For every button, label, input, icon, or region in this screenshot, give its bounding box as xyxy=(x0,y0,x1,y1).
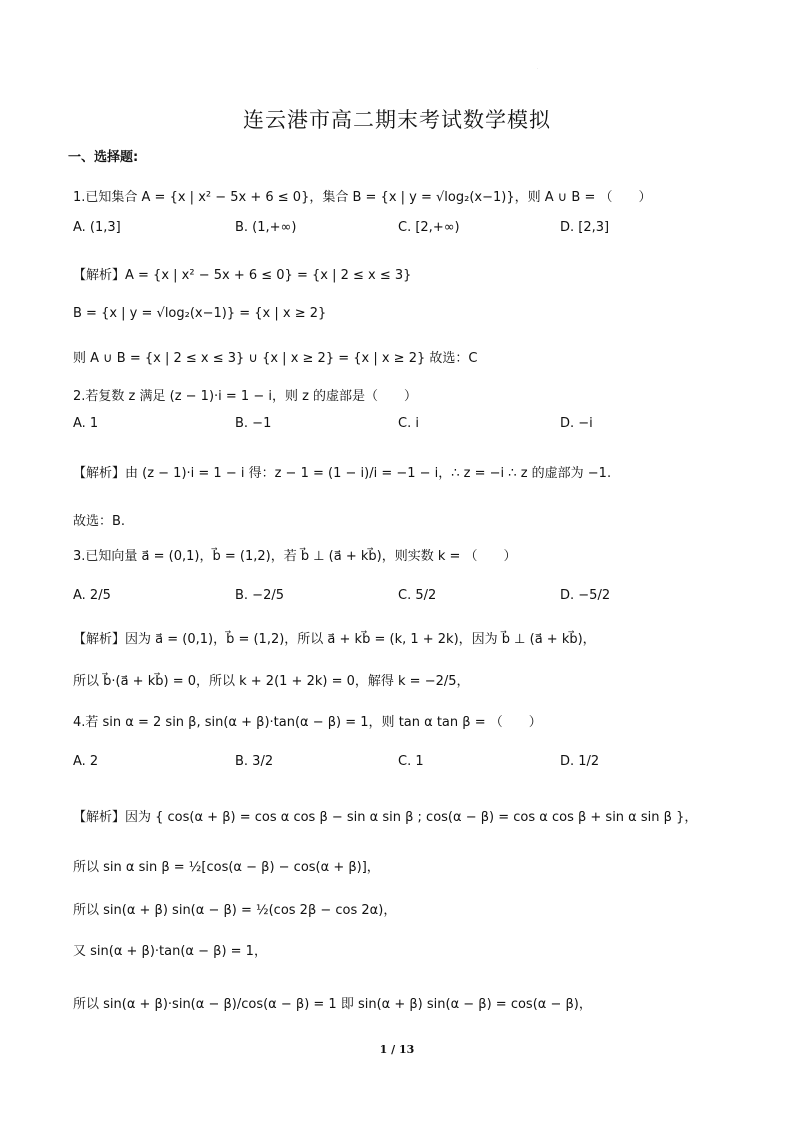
scan-mark: · xyxy=(537,66,539,71)
q1-option-d: D. [2,3] xyxy=(560,220,610,235)
q1-analysis-line-2: B = {x | y = √log₂(x−1)} = {x | x ≥ 2} xyxy=(73,306,327,321)
q1-analysis-line-1: 【解析】A = {x | x² − 5x + 6 ≤ 0} = {x | 2 ≤ x ≤ 3} xyxy=(73,268,412,283)
q3-analysis-line-1: 【解析】因为 a⃗ = (0,1)，b⃗ = (1,2)，所以 a⃗ + kb⃗ = (k, 1 + 2k)，因为 b⃗ ⊥ (a⃗ + kb⃗)， xyxy=(73,632,596,647)
q1-analysis-line-3: 则 A ∪ B = {x | 2 ≤ x ≤ 3} ∪ {x | x ≥ 2} = {x | x ≥ 2} 故选：C xyxy=(73,351,478,366)
q4-option-b: B. 3/2 xyxy=(235,754,274,769)
q4-option-a: A. 2 xyxy=(73,754,99,769)
q3-option-b: B. −2/5 xyxy=(235,588,284,603)
q4-analysis-line-4: 又 sin(α + β)·tan(α − β) = 1， xyxy=(73,944,267,959)
q4-analysis-line-5: 所以 sin(α + β)·sin(α − β)/cos(α − β) = 1 即 sin(α + β) sin(α − β) = cos(α − β)， xyxy=(73,997,592,1012)
q1-option-c: C. [2,+∞) xyxy=(398,220,460,235)
section-heading: 一、选择题: xyxy=(68,150,139,165)
q2-option-d: D. −i xyxy=(560,416,593,431)
q3-option-a: A. 2/5 xyxy=(73,588,111,603)
question-1-stem: 1.已知集合 A = {x | x² − 5x + 6 ≤ 0}，集合 B = {x | y = √log₂(x−1)}，则 A ∪ B = （ ） xyxy=(73,190,652,205)
q1-option-b: B. (1,+∞) xyxy=(235,220,297,235)
q2-option-a: A. 1 xyxy=(73,416,99,431)
q4-analysis-line-3: 所以 sin(α + β) sin(α − β) = ½(cos 2β − cos 2α)， xyxy=(73,903,397,918)
q3-option-d: D. −5/2 xyxy=(560,588,611,603)
page-number: 1 / 13 xyxy=(379,1043,415,1056)
page-title: 连云港市高二期末考试数学模拟 xyxy=(243,108,551,132)
question-4-stem: 4.若 sin α = 2 sin β, sin(α + β)·tan(α − β) = 1，则 tan α tan β = （ ） xyxy=(73,715,542,730)
q4-option-c: C. 1 xyxy=(398,754,424,769)
q3-option-c: C. 5/2 xyxy=(398,588,437,603)
q2-option-c: C. i xyxy=(398,416,419,431)
q4-analysis-line-1: 【解析】因为 { cos(α + β) = cos α cos β − sin α sin β ; cos(α − β) = cos α cos β + sin α sin β }， xyxy=(73,810,698,825)
q2-option-b: B. −1 xyxy=(235,416,272,431)
q1-option-a: A. (1,3] xyxy=(73,220,121,235)
question-2-stem: 2.若复数 z 满足 (z − 1)·i = 1 − i，则 z 的虚部是（ ） xyxy=(73,389,418,404)
q4-analysis-line-2: 所以 sin α sin β = ½[cos(α − β) − cos(α + β)]， xyxy=(73,860,380,875)
question-3-stem: 3.已知向量 a⃗ = (0,1)，b⃗ = (1,2)，若 b⃗ ⊥ (a⃗ + kb⃗)，则实数 k = （ ） xyxy=(73,549,517,564)
q4-option-d: D. 1/2 xyxy=(560,754,600,769)
q2-analysis-line-2: 故选：B. xyxy=(73,514,126,529)
q3-analysis-line-2: 所以 b⃗·(a⃗ + kb⃗) = 0，所以 k + 2(1 + 2k) = 0，解得 k = −2/5， xyxy=(73,674,470,689)
q2-analysis-line-1: 【解析】由 (z − 1)·i = 1 − i 得：z − 1 = (1 − i)/i = −1 − i，∴ z = −i ∴ z 的虚部为 −1. xyxy=(73,466,612,481)
